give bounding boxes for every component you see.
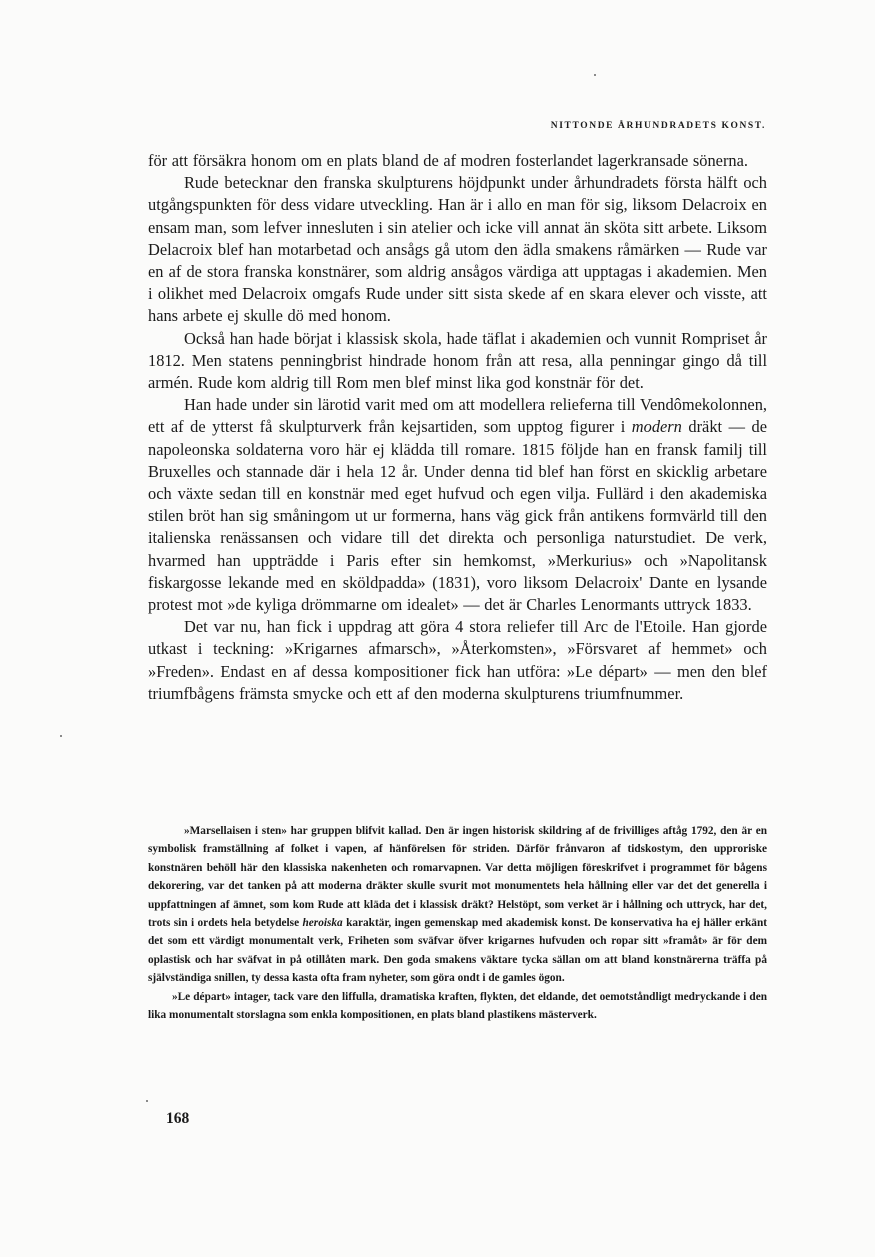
text-run: karaktär, ingen gemenskap med akademisk konst. De konservativa ha ej häller erkänt det som ett värdigt monumentalt verk, Friheten som sväfvar öfver krigarnes hufvuden och ropar sitt »framåt» är för dem oplastisk och har sväfvat in på otillåten mark. Den goda smakens väktare tycka sällan om att bland konstnärerna träffa på självständiga snillen, ty dessa kasta ofta fram nyheter, som göra ondt i de gamles ögon. xyxy=(148,917,767,985)
note-paragraph: »Le départ» intager, tack vare den liffulla, dramatiska kraften, flykten, det eldande, det oemotståndligt medryckande i den lika monumentalt storslagna som enkla kompositionen, en plats bland plastikens mästerverk. xyxy=(148,990,767,1022)
dust-speck xyxy=(60,735,62,737)
page-number: 168 xyxy=(166,1110,190,1127)
dust-speck xyxy=(594,74,596,76)
paragraph: Också han hade börjat i klassisk skola, hade täflat i akademien och vunnit Rompriset år 1812. Men statens penningbrist hindrade honom från att resa, alla penningar gingo då till armén. Rude kom aldrig till Rom men blef minst lika god konstnär för det. xyxy=(148,328,767,393)
text-run: Han hade under sin lärotid varit med om att modellera relieferna till Vendômekolonnen, ett af de ytterst få skulpturverk från kejsartiden, som upptog figurer i xyxy=(148,395,767,437)
text-run: dräkt — de napoleonska soldaterna voro här ej klädda till romare. 1815 följde han en fransk familj till Bruxelles och stannade där i hela 12 år. Under denna tid blef han först en skicklig arbetare och växte sedan till en konstnär med eget hufvud och egen vilja. Fullärd i den akademiska stilen bröt han sig småningom ut ur formerna, hans väg gick från antikens formvärld till den italienska renässansen och vidare till det direkta och personliga naturstudiet. De verk, hvarmed han uppträdde i Paris efter sin hemkomst, »Merkurius» och »Napolitansk fiskargosse lekande med en sköldpadda» (1831), voro liksom Delacroix' Dante en lysande protest mot »de kyliga drömmarne om idealet» — det är Charles Lenormants uttryck 1833. xyxy=(148,417,767,615)
running-header: NITTONDE ÅRHUNDRADETS KONST. xyxy=(550,121,766,131)
italic-word: modern xyxy=(631,417,682,437)
small-print-notes xyxy=(148,822,767,1024)
paragraph: för att försäkra honom om en plats bland de af modren fosterlandet lagerkransade sönerna. xyxy=(148,151,748,170)
main-text xyxy=(148,150,767,705)
text-run: »Marsellaisen i sten» har gruppen blifvit kallad. Den är ingen historisk skildring af de frivilliges aftåg 1792, den är en symbolisk framställning af folket i vapen, af hänförelsen för striden. Därför frånvaron af tidskostym, den upproriske konstnären behöll här den klassiska nakenheten och romarvapnen. Var detta möjligen föreskrifvet i programmet för bågens dekorering, var det tanken på att moderna dräkter skulle svurit mot monumentets hela hållning eller var det det generella i uppfattningen af ämnet, som kom Rude att kläda det i klassisk dräkt? Helstöpt, som verket är i hållning och uttryck, har det, trots sin i ordets hela betydelse xyxy=(148,825,767,930)
italic-word: heroiska xyxy=(302,917,343,930)
paragraph: Rude betecknar den franska skulpturens höjdpunkt under århundradets första hälft och utgångspunkten för dess vidare utveckling. Han är i allo en man för sig, liksom Delacroix en ensam man, som lefver innesluten i sin atelier och icke vill annat än sköta sitt arbete. Liksom Delacroix blef han motarbetad och ansågs gå utom den ädla smakens råmärken — Rude var en af de stora franska konstnärer, som aldrig ansågos värdiga att upptagas i akademien. Men i olikhet med Delacroix omgafs Rude under sitt sista skede af en skara elever och visste, att hans arbete ej skulle dö med honom. xyxy=(148,173,767,326)
paragraph xyxy=(148,394,767,616)
dust-speck xyxy=(146,1100,148,1102)
paragraph: Det var nu, han fick i uppdrag att göra 4 stora reliefer till Arc de l'Etoile. Han gjorde utkast i teckning: »Krigarnes afmarsch», »Återkomsten», »Försvaret af hemmet» och »Freden». Endast en af dessa kompositioner fick han utföra: »Le départ» — men den blef triumfbågens främsta smycke och ett af den moderna skulpturens triumfnummer. xyxy=(148,617,767,703)
note-paragraph xyxy=(148,822,767,988)
